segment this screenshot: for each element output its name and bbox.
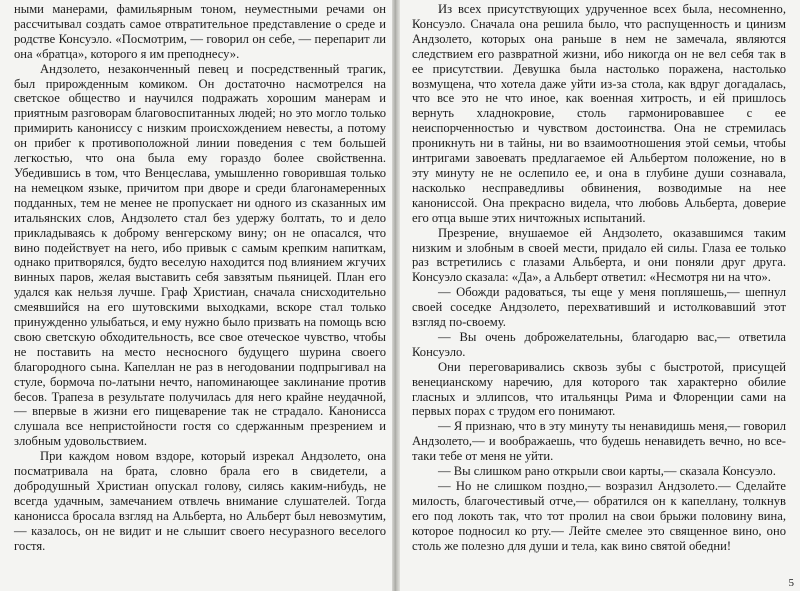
right-paragraph-7: — Вы слишком рано открыли свои карты,— сказала Консуэло. xyxy=(438,464,776,479)
right-page xyxy=(400,0,800,591)
right-paragraph-5: Они переговаривались сквозь зубы с быстротой, присущей венецианскому наречию, для которого так характерно обилие гласных и эллипсов, что итальянцы Рима и Флоренции сами на первых порах с трудом его понимают. xyxy=(412,359,786,419)
left-paragraph-3: При каждом новом вздоре, который изрекал Андзолето, она посматривала на брата, словно брала его в свидетели, а добродушный Христиан опускал голову, силясь каким-нибудь, не всегда удачным, замечанием отвлечь внимание слушателей. Тогда канонисса бросала взгляд на Альберта, но Альберт был невозмутим,— казалось, он не видит и не слышит своего несуразного веселого гостя. xyxy=(14,449,386,553)
right-paragraph-6: — Я признаю, что в эту минуту ты ненавидишь меня,— говорил Андзолето,— и воображаешь, что будешь ненавидеть вечно, но все-таки тебе от меня не уйти. xyxy=(412,419,786,464)
right-paragraph-4: — Вы очень доброжелательны, благодарю вас,— ответила Консуэло. xyxy=(412,329,786,359)
left-paragraph-2: Андзолето, незаконченный певец и посредственный трагик, был прирожденным комиком. Он достаточно насмотрелся на светское общество и научился подражать хорошим манерам и приятным разговорам благовоспитанных людей; но это могло только примирить канониссу с низким происхождением невесты, а потому он прибег к противоположной линии поведения с тем большей легкостью, что она была ему гораздо более свойственна. Убедившись в том, что Венцеслава, умышленно говорившая только на немецком языке, причитом при дворе и среди благонамеренных подданных, тем не менее не пропускает ни одного из сказанных им итальянских слов, Андзолето стал без удержу болтать, то и дело прикладываясь к доброму венгерскому вину; он не опасался, что вино подействует на него, ибо привык с самым крепким напиткам, однако притворялся, будто веселую находится под влиянием жгучих винных паров, желая выставить себя завзятым пьяницей. План его удался как нельзя лучше. Граф Христиан, сначала снисходительно смеявшийся на его шутовскими выходками, вскоре стал только принужденно улыбаться, и ему нужно было призвать на помощь всю свою светскую обходительность, все свое отеческое чувство, чтобы не поставить на место несносного будущего шурина своего благородного сына. Капеллан не раз в негодовании подпрыгивал на стуле, бормоча по-латыни нечто, напоминающее заклинание против бесов. Трапеза в результате получилась для него крайне неудачной,— впервые в жизни его пищеварение так не страдало. Канонисса слушала все непристойности гостя со сдержанным презрением и злобным удовольствием. xyxy=(14,61,386,449)
right-paragraph-2: Презрение, внушаемое ей Андзолето, оказавшимся таким низким и злобным в своей мести, придало ей силы. Глаза ее только раз встретились с глазами Альберта, и они поняли друг друга. Консуэло сказала: «Да», а Альберт ответил: «Несмотря ни на что». xyxy=(412,225,786,285)
left-paragraph-1: ными манерами, фамильярным тоном, неуместными речами он рассчитывал создать самое отвратительное представление о среде и родстве Консуэло. «Посмотрим, — говорил он себе, — перепарит ли она «братца», которого я им преподнесу». xyxy=(14,2,386,61)
book-gutter xyxy=(392,0,400,591)
page-number: 5 xyxy=(788,577,794,589)
right-paragraph-1: Из всех присутствующих удрученное всех была, несомненно, Консуэло. Сначала она решила было, что распущенность и цинизм Андзолето, которых она раньше в нем не замечала, являются следствием его развратной жизни, ибо никогда он не вел себя так в ее присутствии. Девушка была настолько поражена, настолько возмущена, что хотела даже уйти из-за стола, как вдруг догадалась, что все это не что иное, как военная хитрость, и ей пришлось вернуть хладнокровие, столь гармонировавшее с ее неиспорченностью и чувством достоинства. Она не стремилась проникнуть ни в тайны, ни во взаимоотношения этой семьи, чтобы интригами завоевать предлагаемое ей Альбертом положение, но в эту минуту не не ослепило ее, и она в глубине души сознавала, насколько несправедливы обвинения, возводимые на нее канониссой. Она прекрасно видела, что любовь Альберта, доверие его отца выше этих ничтожных испытаний. xyxy=(412,2,786,225)
right-paragraph-8: — Но не слишком поздно,— возразил Андзолето.— Сделайте милость, благочестивый отче,— обратился он к капеллану, толкнув его под локоть так, что тот пролил на свои брыжи половину вина, которое подносил ко рту.— Лейте смелее это священное вино, оно столь же полезно для души и тела, как вино святой обедни! xyxy=(412,479,786,553)
left-page xyxy=(0,0,392,591)
right-paragraph-3: — Обожди радоваться, ты еще у меня попляшешь,— шепнул своей соседке Андзолето, перехвативший и истолковавший этот взгляд по-своему. xyxy=(412,285,786,330)
